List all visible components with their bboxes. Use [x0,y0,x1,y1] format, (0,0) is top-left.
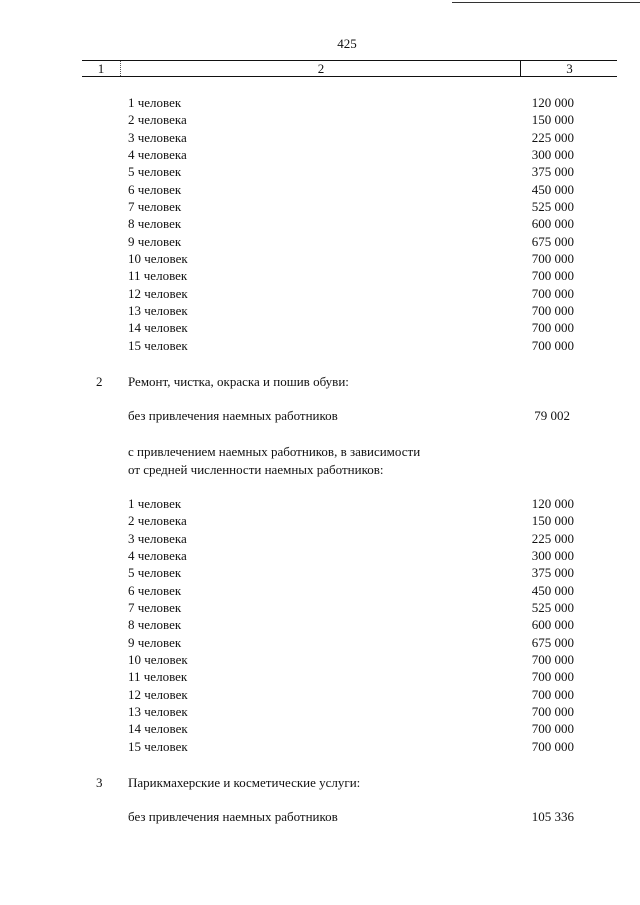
row-label: 15 человек [128,337,188,353]
row-label: 3 человека [128,530,187,546]
row-value: 225 000 [531,530,574,546]
table-row [0,267,640,284]
row-value: 375 000 [531,565,574,581]
row-label: 2 человека [128,513,187,529]
section-3-number: 3 [96,775,103,790]
row-label: 6 человек [128,582,182,598]
row-value: 675 000 [531,233,574,249]
row-value: 700 000 [531,669,574,685]
table-row [0,163,640,180]
table-row [0,686,640,703]
row-label: 9 человек [128,233,182,249]
row-label: 1 человек [128,496,182,511]
header-col-3: 3 [520,61,618,76]
row-value: 120 000 [531,95,574,110]
row-value: 700 000 [531,686,574,702]
section-2-no-workers-label: без привлечения наемных работников [128,408,338,423]
table-row [0,720,640,737]
row-label: 13 человек [128,303,188,319]
table-row [0,547,640,564]
row-label: 12 человек [128,686,188,702]
row-label: 3 человека [128,129,187,145]
row-label: 1 человек [128,95,182,110]
row-value: 700 000 [531,251,574,267]
row-value: 525 000 [531,600,574,616]
header-col-1: 1 [97,61,105,76]
row-value: 700 000 [531,704,574,720]
page-number: 425 [337,36,357,51]
table-row [0,215,640,232]
top-rule [452,2,640,3]
table-row [0,703,640,720]
row-value: 675 000 [531,634,574,650]
row-value: 700 000 [531,721,574,737]
table-row [0,634,640,651]
row-label: 14 человек [128,721,188,737]
row-label: 4 человека [128,147,187,163]
section-3-no-workers-value: 105 336 [531,809,574,824]
row-label: 4 человека [128,548,187,564]
table-header [82,60,617,77]
table-row [0,129,640,146]
row-value: 450 000 [531,181,574,197]
row-label: 15 человек [128,738,188,754]
row-value: 700 000 [531,268,574,284]
row-value: 700 000 [531,285,574,301]
table-row [0,285,640,302]
section-2-title: Ремонт, чистка, окраска и пошив обуви: [128,374,349,389]
row-label: 6 человек [128,181,182,197]
row-value: 700 000 [531,320,574,336]
table-row [0,198,640,215]
row-label: 8 человек [128,216,182,232]
row-label: 10 человек [128,652,188,668]
row-label: 14 человек [128,320,188,336]
table-row [0,616,640,633]
row-label: 11 человек [128,268,188,284]
table-row [0,582,640,599]
table-row [0,181,640,198]
row-value: 700 000 [531,738,574,754]
table-row [0,111,640,128]
row-value: 120 000 [531,496,574,511]
section-3-title: Парикмахерские и косметические услуги: [128,775,361,790]
row-value: 450 000 [531,582,574,598]
row-label: 5 человек [128,565,182,581]
table-row [0,599,640,616]
row-label: 7 человек [128,199,182,215]
table-row [0,233,640,250]
row-label: 13 человек [128,704,188,720]
row-label: 7 человек [128,600,182,616]
table-row [0,302,640,319]
table-row [0,564,640,581]
row-value: 700 000 [531,652,574,668]
table-row [0,146,640,163]
table-row [0,337,640,354]
header-col-2: 2 [120,61,521,76]
table-row [0,512,640,529]
headcount-list-1 [0,94,640,354]
row-label: 10 человек [128,251,188,267]
row-value: 375 000 [531,164,574,180]
table-row [0,250,640,267]
table-row [0,94,640,111]
section-2-number: 2 [96,374,103,389]
row-label: 8 человек [128,617,182,633]
section-2-with-workers-line-2: от средней численности наемных работников: [128,462,384,477]
row-value: 150 000 [531,112,574,128]
table-row [0,668,640,685]
table-row [0,495,640,512]
row-value: 300 000 [531,548,574,564]
row-label: 2 человека [128,112,187,128]
table-row [0,319,640,336]
row-value: 150 000 [531,513,574,529]
table-row [0,651,640,668]
section-3-no-workers-label: без привлечения наемных работников [128,809,338,824]
table-row [0,530,640,547]
section-2-with-workers-line-1: с привлечением наемных работников, в зависимости [128,444,421,459]
row-label: 9 человек [128,634,182,650]
row-value: 700 000 [531,303,574,319]
row-label: 12 человек [128,285,188,301]
row-value: 600 000 [531,216,574,232]
row-label: 5 человек [128,164,182,180]
row-value: 700 000 [531,337,574,353]
row-value: 225 000 [531,129,574,145]
row-value: 300 000 [531,147,574,163]
table-row [0,738,640,755]
row-value: 525 000 [531,199,574,215]
row-label: 11 человек [128,669,188,685]
section-2-no-workers-value: 79 002 [534,408,570,423]
headcount-list-2 [0,495,640,755]
row-value: 600 000 [531,617,574,633]
